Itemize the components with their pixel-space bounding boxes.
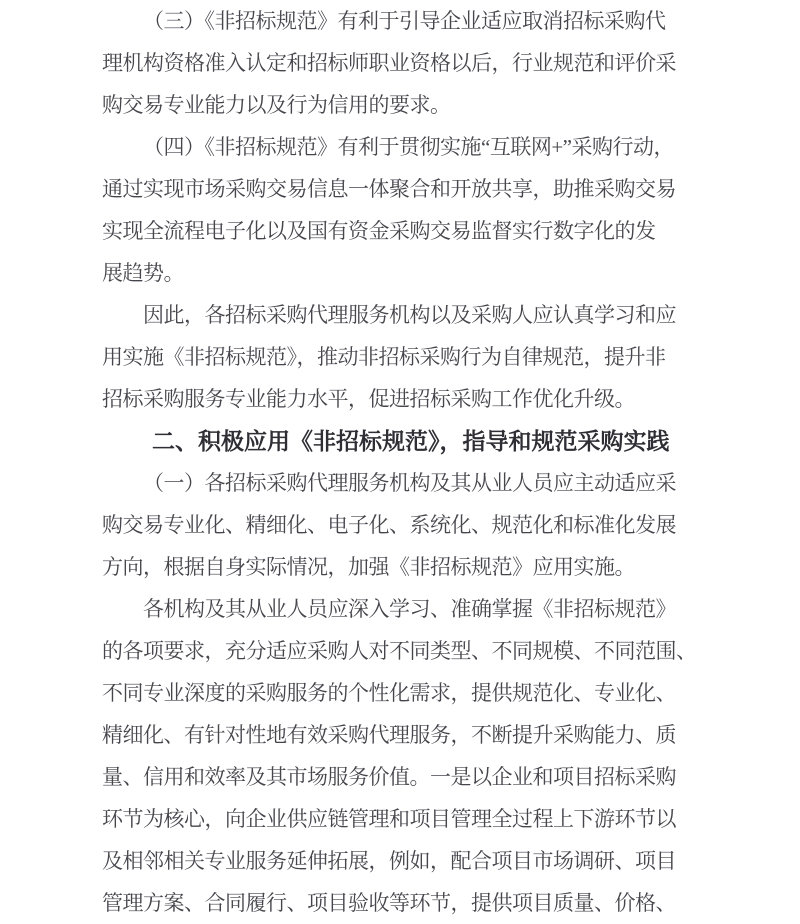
text-line: 及相邻相关专业服务延伸拓展，例如，配合项目市场调研、项目 <box>102 849 676 873</box>
text-line: 用实施《非招标规范》，推动非招标采购行为自律规范，提升非 <box>102 345 666 369</box>
text-line: 各机构及其从业人员应深入学习、准确掌握《非招标规范》 <box>143 597 676 621</box>
text-line: 环节为核心，向企业供应链管理和项目管理全过程上下游环节以 <box>102 807 676 831</box>
text-line: 通过实现市场采购交易信息一体聚合和开放共享，助推采购交易 <box>102 177 676 201</box>
text-line: 购交易专业能力以及行为信用的要求。 <box>102 93 451 117</box>
text-line: 不同专业深度的采购服务的个性化需求，提供规范化、专业化、 <box>102 681 676 705</box>
text-line: 实现全流程电子化以及国有资金采购交易监督实行数字化的发 <box>102 219 656 243</box>
text-line: 方向，根据自身实际情况，加强《非招标规范》应用实施。 <box>102 555 635 579</box>
text-line: 的各项要求，充分适应采购人对不同类型、不同规模、不同范围、 <box>102 639 697 663</box>
text-line: 展趋势。 <box>102 261 184 285</box>
text-line: 招标采购服务专业能力水平，促进招标采购工作优化升级。 <box>102 387 635 411</box>
section-heading: 二、积极应用《非招标规范》，指导和规范采购实践 <box>152 428 670 454</box>
text-line: 量、信用和效率及其市场服务价值。一是以企业和项目招标采购 <box>102 765 676 789</box>
text-line: （四）《非招标规范》有利于贯彻实施“互联网+”采购行动， <box>143 135 674 159</box>
text-line: 因此，各招标采购代理服务机构以及采购人应认真学习和应 <box>143 303 676 327</box>
text-line: 理机构资格准入认定和招标师职业资格以后，行业规范和评价采 <box>102 51 676 75</box>
text-line: （一）各招标采购代理服务机构及其从业人员应主动适应采 <box>143 471 676 495</box>
text-line: 精细化、有针对性地有效采购代理服务，不断提升采购能力、质 <box>102 723 676 747</box>
text-line: （三）《非招标规范》有利于引导企业适应取消招标采购代 <box>143 9 666 33</box>
text-line: 管理方案、合同履行、项目验收等环节，提供项目质量、价格、 <box>102 891 676 915</box>
text-line: 购交易专业化、精细化、电子化、系统化、规范化和标准化发展 <box>102 513 676 537</box>
document-text-block <box>102 0 742 924</box>
